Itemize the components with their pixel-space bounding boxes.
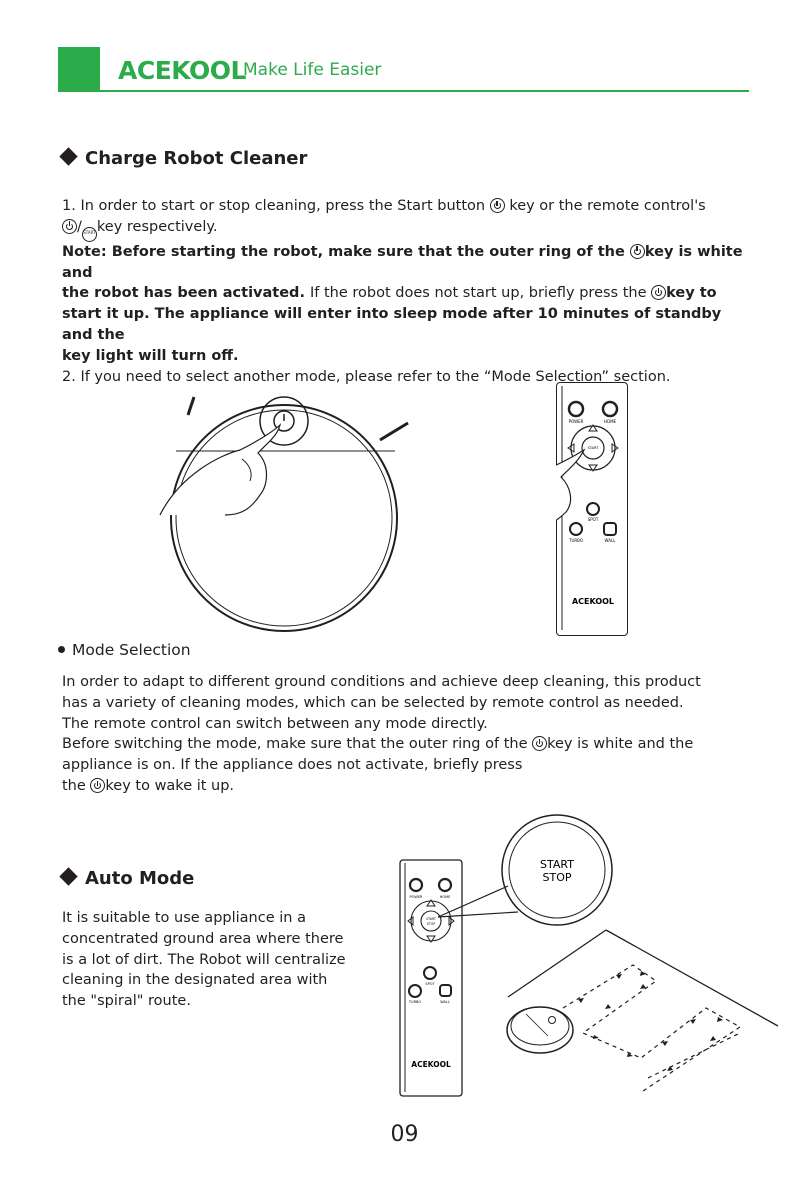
remote-start-button (421, 911, 441, 931)
mode-selection-heading (58, 641, 191, 659)
charge-instructions (62, 196, 752, 387)
note-text: If the robot does not start up, briefly press the (310, 285, 652, 302)
auto-text-line: cleaning in the designated area with (62, 972, 328, 989)
power-key-icon (90, 778, 105, 793)
remote-power-label: POWER (568, 419, 584, 424)
charge-line-1 (62, 196, 752, 217)
remote-spot-icon (424, 967, 436, 979)
cleaning-route (563, 965, 740, 1093)
remote-wall-label: WALL (604, 538, 616, 543)
remote-turbo-label: TURBO (569, 538, 583, 543)
auto-mode-section-title (62, 868, 194, 889)
floor-edge (508, 930, 606, 997)
charge-text: key respectively. (96, 218, 218, 235)
mode-text-line: The remote control can switch between any mode directly. (62, 715, 488, 732)
side-brush (380, 423, 408, 440)
remote-spot-label: SPOT (587, 517, 599, 522)
remote-turbo-label: TURBO (408, 1000, 422, 1004)
charge-note-2 (62, 283, 752, 304)
power-key-icon (490, 198, 505, 213)
note-text: the robot has been activated. (62, 285, 310, 302)
charge-title-text: Charge Robot Cleaner (85, 148, 308, 169)
diamond-bullet-icon (59, 867, 77, 885)
auto-text-line: concentrated ground area where there (62, 930, 344, 947)
charge-text: key or the remote control's (509, 198, 706, 214)
mode-text: key to wake it up. (105, 777, 235, 794)
charge-line-mode-ref: 2. If you need to select another mode, please refer to the “Mode Selection” section. (62, 368, 671, 385)
auto-mode-body (62, 908, 372, 1012)
diamond-bullet-icon (59, 147, 77, 165)
remote-wall-icon (440, 985, 451, 996)
start-key-icon: START (82, 227, 97, 242)
callout-stop-label: STOP (542, 871, 572, 884)
robot-body (171, 405, 397, 631)
charge-line-2 (62, 217, 752, 242)
mode-text: the (62, 777, 91, 794)
mode-selection-title: Mode Selection (72, 641, 191, 659)
remote-home-label: HOME (603, 419, 617, 424)
charge-note-4: key light will turn off. (62, 347, 239, 364)
remote-brand: ACEKOOL (571, 597, 615, 606)
remote-power-label: POWER (409, 895, 423, 899)
remote-dpad (411, 901, 451, 941)
mode-text: Before switching the mode, make sure that the outer ring of the (62, 736, 533, 753)
remote-wall-icon (604, 523, 616, 535)
mode-text-line: In order to adapt to different ground conditions and achieve deep cleaning, this product (62, 674, 701, 690)
auto-text-line: the "spiral" route. (62, 993, 191, 1010)
mode-text: key is white and the (547, 736, 694, 753)
auto-text-line: is a lot of dirt. The Robot will centralize (62, 951, 346, 968)
remote-start-label: START (587, 446, 599, 450)
charge-text: 1. In order to start or stop cleaning, press the Start button (62, 198, 490, 214)
bullet-icon (58, 646, 65, 653)
header-accent-block (58, 47, 100, 92)
remote-home-icon (603, 402, 617, 416)
note-text: key is white and (62, 243, 743, 281)
remote-brand: ACEKOOL (411, 1060, 451, 1069)
charge-note-1 (62, 242, 752, 284)
side-brush (188, 397, 194, 415)
remote-turbo-icon (409, 985, 421, 997)
brand-logo: ACEKOOL (118, 56, 246, 85)
mode-text-line: has a variety of cleaning modes, which can be selected by remote control as needed. (62, 694, 684, 711)
hand-pressing-icon (160, 425, 280, 515)
robot-inner-ring (176, 410, 392, 626)
remote-power-icon (410, 879, 422, 891)
remote-stop-label: STOP (426, 922, 436, 926)
charge-note-3: start it up. The appliance will enter into sleep mode after 10 minutes of standby and the (62, 306, 722, 343)
remote-spot-icon (587, 503, 599, 515)
remote-power-icon (569, 402, 583, 416)
auto-mode-title-text: Auto Mode (85, 868, 195, 889)
note-text: key to (666, 285, 717, 302)
mode-text-line (62, 734, 752, 755)
callout-start-label: START (540, 858, 574, 871)
remote-home-icon (439, 879, 451, 891)
remote-start-label: START (426, 917, 436, 921)
remote-spot-label: SPOT (425, 982, 435, 986)
header-rule (100, 90, 749, 92)
remote-wall-label: WALL (440, 1000, 450, 1004)
mode-text-line (62, 776, 752, 797)
auto-text-line: It is suitable to use appliance in a (62, 910, 306, 926)
remote-home-label: HOME (439, 895, 451, 899)
mode-selection-body (62, 672, 752, 797)
brand-tagline: Make Life Easier (243, 60, 382, 80)
page-number: 09 (390, 1122, 419, 1147)
remote-turbo-icon (570, 523, 582, 535)
note-text: Note: Before starting the robot, make sure that the outer ring of the (62, 243, 630, 260)
power-key-icon (651, 285, 666, 300)
remote-control-graphics (556, 382, 628, 636)
mode-text-line: appliance is on. If the appliance does not activate, briefly press (62, 757, 523, 774)
power-key-icon (630, 244, 645, 259)
charge-text: / (77, 218, 82, 235)
auto-mode-illustration (398, 808, 778, 1100)
power-key-icon (62, 219, 77, 234)
robot-cleaner-illustration (150, 385, 410, 645)
floor-edge (606, 930, 778, 1026)
power-key-icon (532, 736, 547, 751)
charge-section-title (62, 148, 307, 169)
